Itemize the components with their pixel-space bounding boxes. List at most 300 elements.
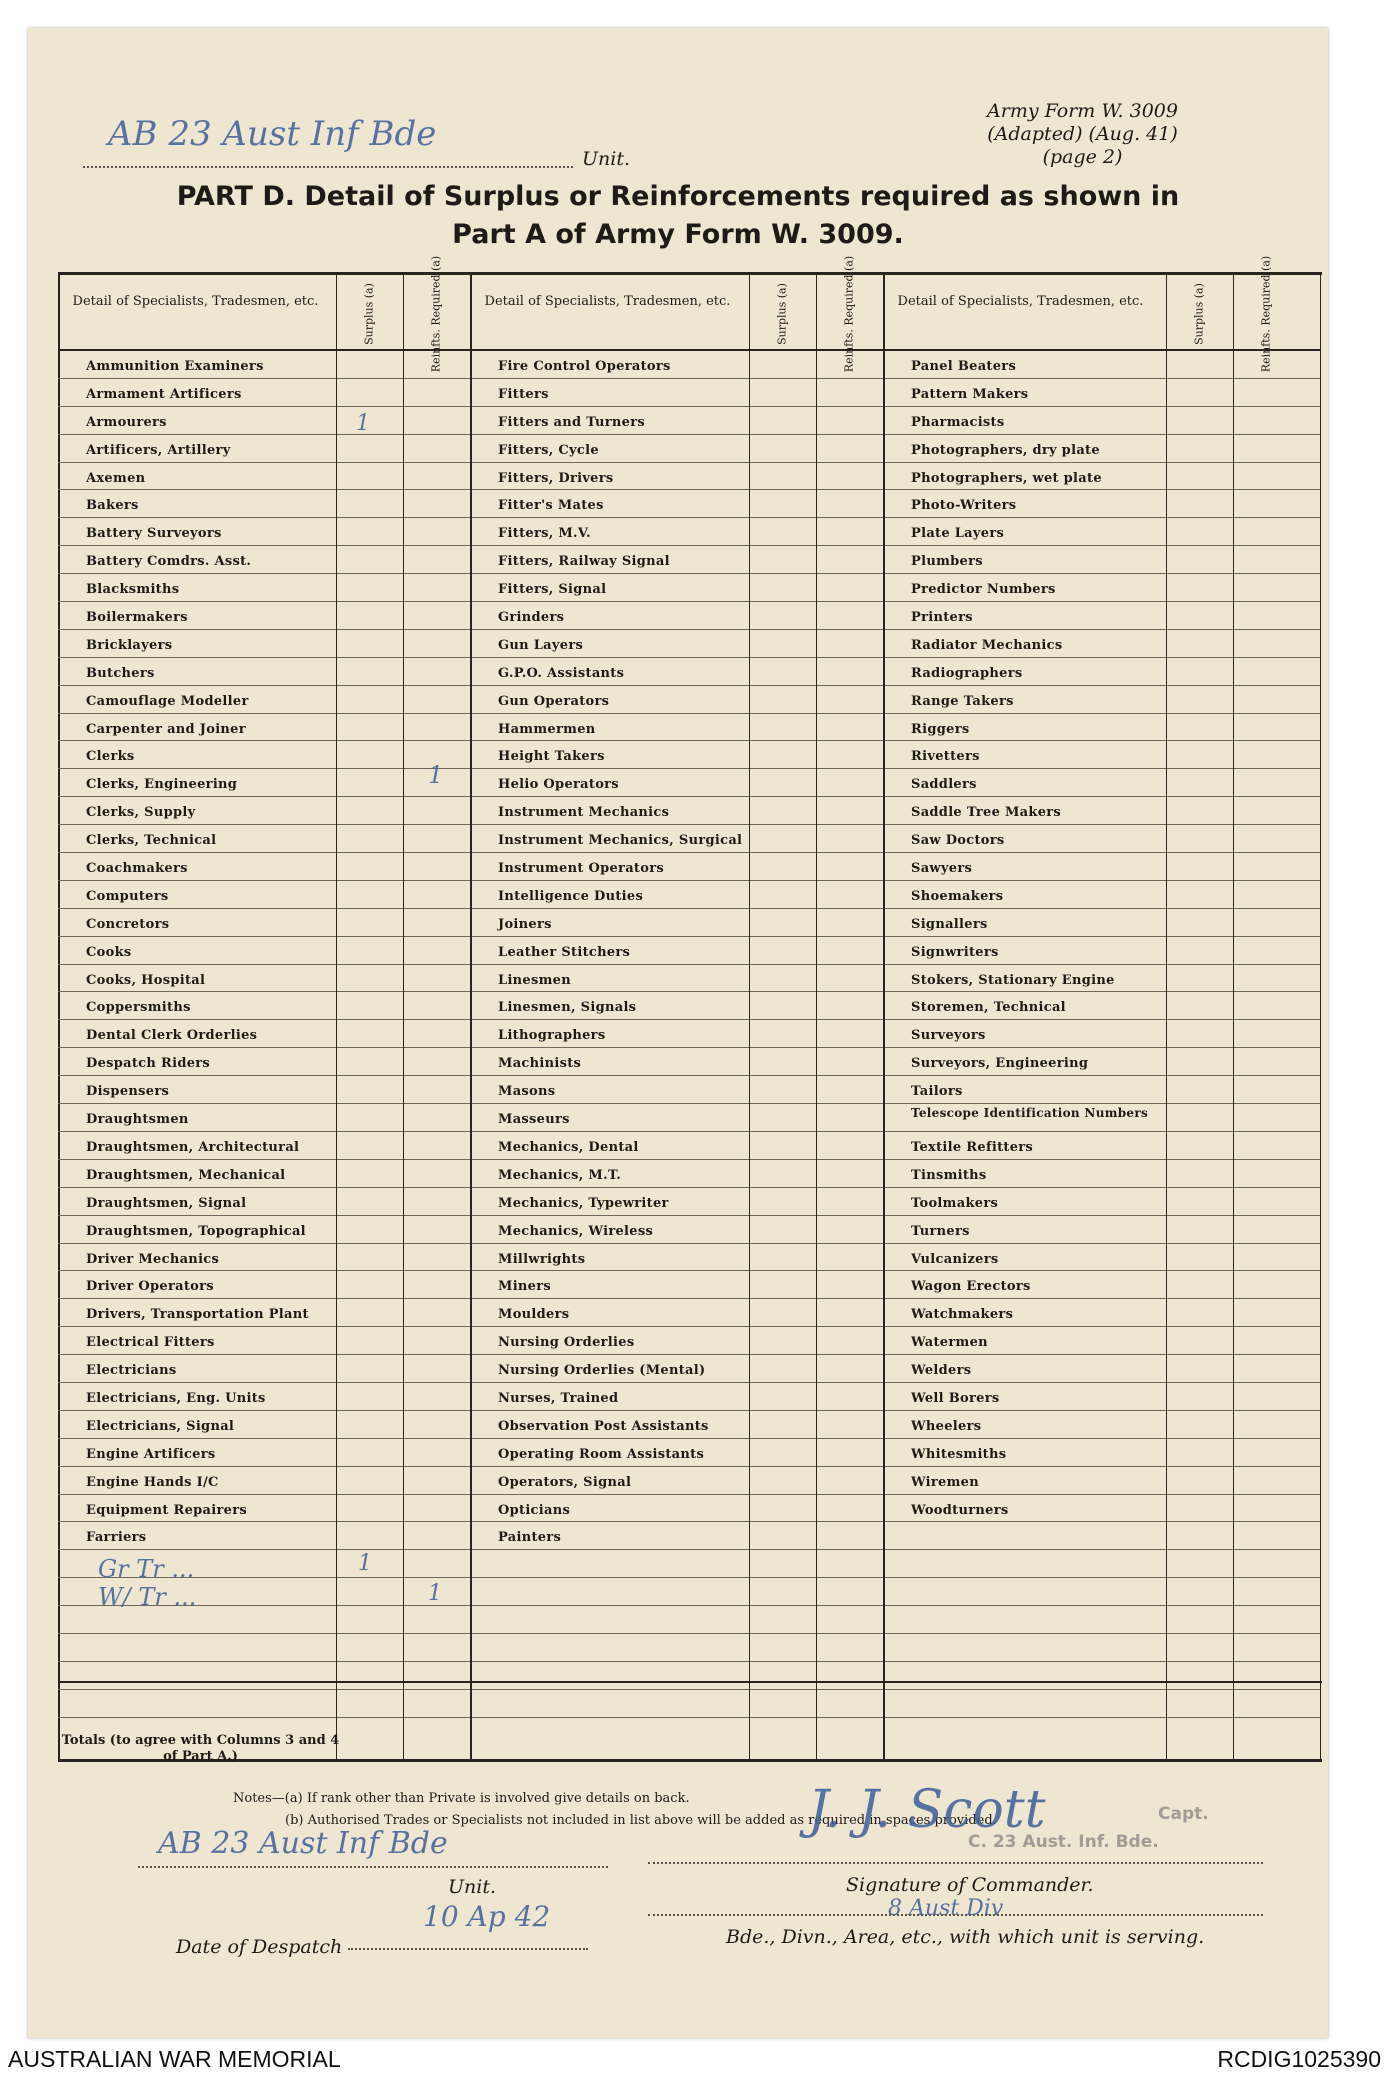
specialist-label: Wheelers: [911, 1418, 982, 1434]
table-row: [470, 1132, 883, 1160]
extra-trade-1-surplus: 1: [358, 1551, 372, 1576]
surplus-header: Surplus (a): [775, 283, 789, 345]
table-row: [58, 1132, 470, 1160]
table-row: [470, 1662, 883, 1690]
specialist-label: Machinists: [498, 1056, 582, 1072]
table-row: [883, 1495, 1320, 1523]
specialist-label: Operating Room Assistants: [498, 1446, 705, 1462]
specialist-label: Nursing Orderlies (Mental): [498, 1363, 706, 1379]
table-row: [883, 1244, 1320, 1272]
specialist-label: Instrument Operators: [498, 861, 664, 877]
specialist-label: Fitters, M.V.: [498, 526, 591, 542]
caption-left: AUSTRALIAN WAR MEMORIAL: [8, 2046, 341, 2072]
table-row: [883, 658, 1320, 686]
table-row: [883, 714, 1320, 742]
extra-trade-2: W/ Tr ...: [98, 1583, 197, 1611]
specialist-label: Tailors: [911, 1084, 963, 1100]
specialist-label: Battery Surveyors: [86, 526, 222, 542]
table-row: [470, 1020, 883, 1048]
table-column-2: [470, 255, 883, 1759]
specialist-label: Fitters, Cycle: [498, 442, 599, 458]
table-row: [58, 351, 470, 379]
table-row: [58, 797, 470, 825]
table-row: [58, 937, 470, 965]
table-row: [470, 797, 883, 825]
table-row: [58, 1383, 470, 1411]
specialist-label: Fitters, Railway Signal: [498, 554, 670, 570]
extra-trade-2-reinfts: 1: [428, 1581, 442, 1606]
specialist-label: Telescope Identification Numbers: [911, 1106, 1149, 1121]
specialist-label: Watchmakers: [911, 1307, 1014, 1323]
table-row: [883, 435, 1320, 463]
armourers-surplus-mark: 1: [356, 411, 370, 436]
specialist-label: Draughtsmen: [86, 1112, 189, 1128]
specialist-label: Cooks, Hospital: [86, 972, 206, 988]
table-row: [58, 658, 470, 686]
specialist-label: Signwriters: [911, 944, 999, 960]
table-row: [58, 1299, 470, 1327]
table-row: [470, 853, 883, 881]
table-row: [470, 379, 883, 407]
table-row: [470, 1634, 883, 1662]
specialist-label: Driver Operators: [86, 1279, 214, 1295]
specialist-label: Helio Operators: [498, 777, 619, 793]
table-border: [1320, 275, 1321, 1759]
table-row: [883, 518, 1320, 546]
table-row: [883, 1271, 1320, 1299]
specialist-label: Surveyors: [911, 1028, 986, 1044]
date-label: Date of Despatch: [176, 1936, 343, 1958]
specialist-label: Masons: [498, 1084, 556, 1100]
specialist-label: Radiographers: [911, 665, 1023, 681]
table-row: [470, 1244, 883, 1272]
specialist-label: Painters: [498, 1530, 562, 1546]
specialist-label: Electricians, Eng. Units: [86, 1390, 266, 1406]
specialist-label: Farriers: [86, 1530, 147, 1546]
specialist-label: Axemen: [86, 470, 146, 486]
specialist-label: Predictor Numbers: [911, 582, 1056, 598]
table-row: [470, 992, 883, 1020]
specialist-label: Vulcanizers: [911, 1251, 999, 1267]
bde-label: Bde., Divn., Area, etc., with which unit is serving.: [726, 1926, 1205, 1948]
table-row: [58, 769, 470, 797]
table-row: [470, 1495, 883, 1523]
table-row: [470, 881, 883, 909]
table-row: [883, 1020, 1320, 1048]
table-row: [58, 630, 470, 658]
table-row: [470, 351, 883, 379]
specialists-table: [58, 255, 1322, 1764]
table-row: [470, 1690, 883, 1718]
table-row: [883, 1299, 1320, 1327]
specialist-label: Leather Stitchers: [498, 944, 631, 960]
table-row: [58, 686, 470, 714]
table-row: [470, 1439, 883, 1467]
table-row: [58, 1495, 470, 1523]
table-row: [883, 1439, 1320, 1467]
table-row: [470, 965, 883, 993]
surplus-header: Surplus (a): [362, 283, 376, 345]
specialist-label: Pattern Makers: [911, 386, 1029, 402]
specialist-label: Coachmakers: [86, 861, 188, 877]
footer-unit-label: Unit.: [448, 1876, 497, 1898]
table-row: [883, 1132, 1320, 1160]
table-row: [58, 1020, 470, 1048]
specialist-label: Gun Layers: [498, 637, 584, 653]
table-row: [883, 1634, 1320, 1662]
table-row: [883, 490, 1320, 518]
column-divider: [336, 275, 337, 1759]
specialist-label: Clerks, Engineering: [86, 777, 238, 793]
specialist-label: Plumbers: [911, 554, 983, 570]
note-a: Notes—(a) If rank other than Private is involved give details on back.: [233, 1791, 690, 1806]
specialist-label: Clerks, Technical: [86, 833, 217, 849]
table-row: [470, 463, 883, 491]
footer-unit-line: [138, 1866, 608, 1868]
specialist-label: Ammunition Examiners: [86, 359, 264, 374]
specialist-label: Panel Beaters: [911, 359, 1017, 374]
specialist-label: Draughtsmen, Topographical: [86, 1223, 306, 1239]
column-divider: [403, 275, 404, 1759]
table-row: [470, 574, 883, 602]
table-row: [883, 769, 1320, 797]
specialist-label: Engine Hands I/C: [86, 1474, 219, 1490]
table-row: [470, 658, 883, 686]
specialist-label: Blacksmiths: [86, 582, 180, 598]
specialist-label: Fitter's Mates: [498, 498, 604, 514]
table-row: [58, 1355, 470, 1383]
table-row: [883, 1048, 1320, 1076]
table-row: [883, 1104, 1320, 1132]
specialist-label: Grinders: [498, 610, 565, 626]
surplus-header: Surplus (a): [1192, 283, 1206, 345]
table-row: [58, 1439, 470, 1467]
table-row: [58, 1662, 470, 1690]
table-row: [58, 1244, 470, 1272]
specialist-label: Battery Comdrs. Asst.: [86, 554, 252, 570]
table-row: [58, 825, 470, 853]
specialist-label: Toolmakers: [911, 1195, 999, 1211]
specialist-label: Fitters, Drivers: [498, 470, 614, 486]
table-row: [58, 1522, 470, 1550]
specialist-label: Drivers, Transportation Plant: [86, 1307, 309, 1323]
specialist-label: Tinsmiths: [911, 1167, 987, 1183]
table-row: [883, 1522, 1320, 1550]
specialist-label: Boilermakers: [86, 610, 188, 626]
specialist-label: Electricians, Signal: [86, 1418, 235, 1434]
specialist-label: Operators, Signal: [498, 1474, 632, 1490]
table-row: [58, 518, 470, 546]
specialist-label: Equipment Repairers: [86, 1502, 248, 1518]
specialist-label: Rivetters: [911, 749, 980, 765]
unit-handwriting: AB 23 Aust Inf Bde: [108, 114, 437, 154]
table-row: [58, 407, 470, 435]
table-row: [470, 546, 883, 574]
table-row: [883, 741, 1320, 769]
table-row: [470, 1578, 883, 1606]
table-row: [470, 1216, 883, 1244]
specialist-label: Printers: [911, 610, 973, 626]
table-row: [883, 1327, 1320, 1355]
title-line-2: Part A of Army Form W. 3009.: [452, 219, 904, 250]
specialist-label: Well Borers: [911, 1390, 1000, 1406]
table-row: [470, 1355, 883, 1383]
table-row: [470, 1160, 883, 1188]
specialist-label: Storemen, Technical: [911, 1000, 1066, 1016]
specialist-label: Miners: [498, 1279, 552, 1295]
table-row: [58, 490, 470, 518]
specialist-label: Camouflage Modeller: [86, 693, 249, 709]
specialist-label: Saw Doctors: [911, 833, 1005, 849]
specialist-label: Height Takers: [498, 749, 605, 765]
table-row: [470, 1299, 883, 1327]
column-divider: [470, 275, 472, 1759]
table-row: [470, 686, 883, 714]
table-row: [470, 602, 883, 630]
specialist-label: Linesmen: [498, 972, 571, 988]
specialist-label: Concretors: [86, 916, 170, 932]
specialist-label: Driver Mechanics: [86, 1251, 220, 1267]
table-row: [883, 797, 1320, 825]
table-row: [58, 379, 470, 407]
table-row: [883, 546, 1320, 574]
specialist-label: Hammermen: [498, 721, 596, 737]
specialist-label: Joiners: [498, 916, 552, 932]
table-row: [58, 1411, 470, 1439]
detail-header: Detail of Specialists, Tradesmen, etc.: [897, 294, 1144, 309]
specialist-label: Opticians: [498, 1502, 571, 1518]
table-row: [470, 714, 883, 742]
totals-label: Totals (to agree with Columns 3 and 4 of Part A.): [61, 1733, 340, 1764]
bde-handwriting: 8 Aust Div: [888, 1896, 1004, 1921]
reinfts-header: Reinfts. Required (a): [429, 255, 443, 373]
table-row: [470, 1076, 883, 1104]
specialist-label: Saddlers: [911, 777, 977, 793]
specialist-label: Signallers: [911, 916, 988, 932]
specialist-label: Gun Operators: [498, 693, 610, 709]
specialist-label: Cooks: [86, 944, 132, 960]
specialist-label: Photographers, dry plate: [911, 442, 1100, 458]
table-row: [58, 1188, 470, 1216]
specialist-label: Wiremen: [911, 1474, 980, 1490]
stamp-unit: C. 23 Aust. Inf. Bde.: [968, 1832, 1159, 1852]
specialist-label: Electrical Fitters: [86, 1335, 215, 1351]
specialist-label: Coppersmiths: [86, 1000, 191, 1016]
table-row: [58, 1327, 470, 1355]
table-row: [470, 1411, 883, 1439]
signature-label: Signature of Commander.: [846, 1874, 1094, 1896]
table-row: [883, 965, 1320, 993]
column-divider: [883, 275, 885, 1759]
table-row: [883, 1188, 1320, 1216]
table-row: [883, 1578, 1320, 1606]
table-row: [470, 1188, 883, 1216]
specialist-label: Mechanics, M.T.: [498, 1167, 622, 1183]
table-row: [58, 602, 470, 630]
specialist-label: Fitters, Signal: [498, 582, 607, 598]
specialist-label: Clerks, Supply: [86, 805, 196, 821]
column-divider: [749, 275, 750, 1759]
table-row: [470, 741, 883, 769]
table-row: [883, 1606, 1320, 1634]
table-row: [470, 1550, 883, 1578]
table-row: [58, 1104, 470, 1132]
specialist-label: Wagon Erectors: [911, 1279, 1031, 1295]
specialist-label: Dispensers: [86, 1084, 170, 1100]
table-row: [58, 1634, 470, 1662]
table-row: [470, 769, 883, 797]
bde-line: [648, 1914, 1263, 1916]
table-row: [470, 909, 883, 937]
table-row: [58, 1467, 470, 1495]
specialist-label: Fire Control Operators: [498, 359, 671, 374]
table-row: [883, 1355, 1320, 1383]
table-row: [470, 825, 883, 853]
table-row: [883, 1662, 1320, 1690]
table-row: [883, 937, 1320, 965]
specialist-label: Mechanics, Typewriter: [498, 1195, 669, 1211]
specialist-label: Despatch Riders: [86, 1056, 211, 1072]
extra-trade-1: Gr Tr ...: [98, 1555, 195, 1583]
table-row: [883, 1383, 1320, 1411]
table-row: [883, 463, 1320, 491]
table-row: [883, 379, 1320, 407]
specialist-label: Millwrights: [498, 1251, 586, 1267]
table-row: [470, 490, 883, 518]
specialist-label: Linesmen, Signals: [498, 1000, 637, 1016]
specialist-label: Plate Layers: [911, 526, 1005, 542]
table-row: [883, 1216, 1320, 1244]
note-b: (b) Authorised Trades or Specialists not included in list above will be added as required in spaces provided.: [285, 1813, 997, 1828]
specialist-label: Armament Artificers: [86, 386, 242, 402]
table-row: [58, 1048, 470, 1076]
table-row: [883, 351, 1320, 379]
specialist-label: Draughtsmen, Signal: [86, 1195, 247, 1211]
footer-unit-handwriting: AB 23 Aust Inf Bde: [158, 1826, 448, 1861]
table-row: [470, 1522, 883, 1550]
table-row: [58, 881, 470, 909]
reinfts-header: Reinfts. Required (a): [1259, 255, 1273, 373]
detail-header: Detail of Specialists, Tradesmen, etc.: [72, 294, 319, 309]
table-row: [58, 714, 470, 742]
table-row: [470, 1271, 883, 1299]
table-row: [883, 602, 1320, 630]
specialist-label: Shoemakers: [911, 888, 1004, 904]
specialist-label: Fitters and Turners: [498, 414, 646, 430]
specialist-label: Engine Artificers: [86, 1446, 216, 1462]
table-row: [58, 965, 470, 993]
table-row: [883, 686, 1320, 714]
specialist-label: Butchers: [86, 665, 155, 681]
table-row: [470, 435, 883, 463]
specialist-label: Whitesmiths: [911, 1446, 1007, 1462]
signature-line: [648, 1862, 1263, 1864]
specialist-label: Photo-Writers: [911, 498, 1017, 514]
specialist-label: Saddle Tree Makers: [911, 805, 1062, 821]
item-list: [58, 351, 470, 1718]
table-row: [883, 1160, 1320, 1188]
table-row: [58, 1216, 470, 1244]
column-divider: [1233, 275, 1234, 1759]
specialist-label: Nurses, Trained: [498, 1390, 619, 1406]
table-row: [58, 853, 470, 881]
form-reference: [987, 100, 1178, 169]
specialist-label: Stokers, Stationary Engine: [911, 972, 1115, 988]
specialist-label: Carpenter and Joiner: [86, 721, 246, 737]
table-row: [470, 1104, 883, 1132]
table-row: [58, 1271, 470, 1299]
form-page: [28, 28, 1328, 2038]
specialist-label: Masseurs: [498, 1112, 570, 1128]
item-list: [470, 351, 883, 1718]
table-row: [883, 909, 1320, 937]
caption-right: RCDIG1025390: [1217, 2046, 1381, 2072]
specialist-label: Bricklayers: [86, 637, 173, 653]
form-ref-line1: Army Form W. 3009: [987, 100, 1178, 122]
table-row: [58, 992, 470, 1020]
specialist-label: Draughtsmen, Mechanical: [86, 1167, 286, 1183]
specialist-label: Observation Post Assistants: [498, 1418, 709, 1434]
column-divider: [1166, 275, 1167, 1759]
table-row: [883, 1550, 1320, 1578]
signature-handwriting: J. J. Scott: [808, 1780, 1046, 1840]
table-row: [883, 853, 1320, 881]
table-row: [58, 1160, 470, 1188]
table-row: [58, 1076, 470, 1104]
specialist-label: Dental Clerk Orderlies: [86, 1028, 258, 1044]
specialist-label: Draughtsmen, Architectural: [86, 1139, 300, 1155]
specialist-label: Photographers, wet plate: [911, 470, 1102, 486]
table-column-1: [58, 255, 470, 1759]
title-line-1: PART D. Detail of Surplus or Reinforcements required as shown in: [176, 181, 1180, 212]
table-row: [58, 741, 470, 769]
table-row: [58, 546, 470, 574]
specialist-label: Computers: [86, 888, 169, 904]
detail-header: Detail of Specialists, Tradesmen, etc.: [484, 294, 731, 309]
specialist-label: Surveyors, Engineering: [911, 1056, 1089, 1072]
table-row: [470, 1606, 883, 1634]
specialist-label: Riggers: [911, 721, 970, 737]
specialist-label: Textile Refitters: [911, 1139, 1034, 1155]
specialist-label: G.P.O. Assistants: [498, 665, 625, 681]
specialist-label: Pharmacists: [911, 414, 1005, 430]
specialist-label: Clerks: [86, 749, 135, 765]
table-row: [58, 1690, 470, 1718]
table-row: [470, 1048, 883, 1076]
table-row: [883, 1690, 1320, 1718]
table-row: [883, 630, 1320, 658]
form-ref-line3: (page 2): [1042, 146, 1123, 168]
specialist-label: Lithographers: [498, 1028, 606, 1044]
totals-divider: [58, 1681, 1322, 1683]
form-ref-line2: (Adapted) (Aug. 41): [987, 123, 1178, 145]
table-row: [58, 574, 470, 602]
item-list: [883, 351, 1320, 1718]
table-row: [883, 1076, 1320, 1104]
specialist-label: Fitters: [498, 386, 549, 402]
table-row: [470, 1327, 883, 1355]
specialist-label: Woodturners: [911, 1502, 1009, 1518]
specialist-label: Moulders: [498, 1307, 570, 1323]
unit-dotted-line: [83, 120, 573, 168]
specialist-label: Artificers, Artillery: [86, 442, 231, 458]
table-row: [470, 1467, 883, 1495]
table-row: [470, 407, 883, 435]
column-divider: [816, 275, 817, 1759]
specialist-label: Mechanics, Wireless: [498, 1223, 654, 1239]
specialist-label: Armourers: [86, 414, 167, 430]
unit-label: Unit.: [582, 148, 631, 170]
